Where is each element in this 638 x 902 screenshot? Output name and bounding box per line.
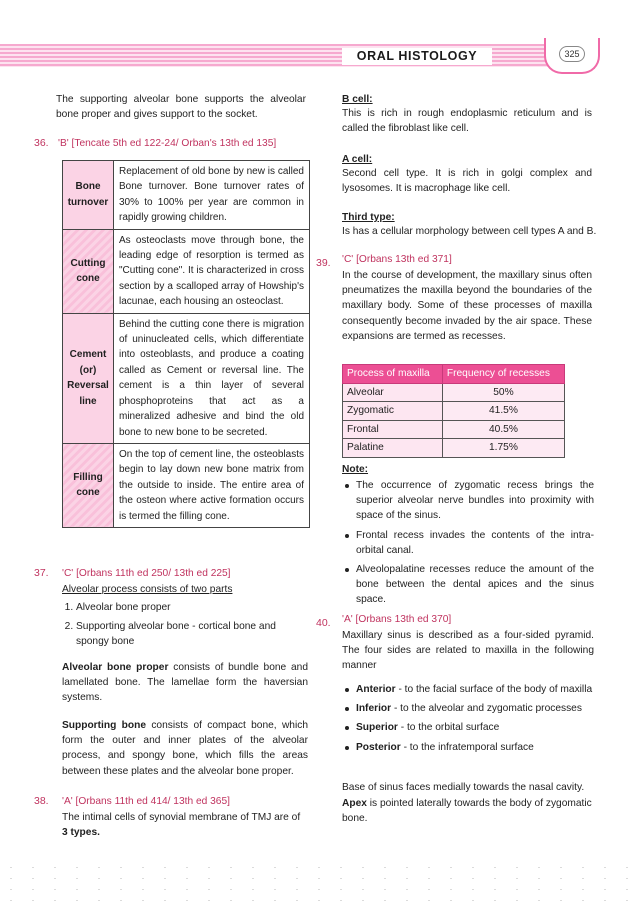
supporting-bone-paragraph: [62, 718, 308, 779]
question-38-number: 38.: [34, 795, 49, 807]
question-38-heading: 'A' [Orbans 11th ed 414/ 13th ed 365]: [62, 796, 230, 807]
paragraph-text: consists of compact bone, which form the outer and inner plates of the alveolar process, and spongy bone, which fills the areas between these plates and the alveolar bone proper.: [62, 720, 308, 777]
b-cell-text: This is rich in rough endoplasmic reticulum and is called the fibroblast like cell.: [342, 108, 592, 135]
bold-term: Inferior: [356, 703, 392, 715]
question-40-number: 40.: [316, 617, 331, 629]
paragraph-text: The intimal cells of synovial membrane of TMJ are of: [62, 812, 301, 823]
table-row: [343, 420, 565, 439]
table-cell: 1.75%: [442, 439, 564, 458]
table-row: [63, 161, 310, 230]
desc-cell: [114, 313, 310, 443]
question-39-text: In the course of development, the maxillary sinus often pneumatizes the maxilla beyond the boundaries of the maxillary body. Some of these processes of maxilla consequently become invaded by the air space. These expansions are termed as recesses.: [342, 270, 592, 342]
bold-term: Superior: [356, 722, 398, 734]
table-cell: 40.5%: [442, 420, 564, 439]
list-text: - to the orbital surface: [397, 722, 500, 734]
note-list: [342, 478, 594, 612]
third-type-heading: Third type:: [342, 212, 395, 223]
bold-term: Posterior: [356, 741, 401, 753]
list-item: [342, 701, 596, 716]
bold-term: Supporting bone: [62, 720, 146, 731]
table-cell: 41.5%: [442, 402, 564, 421]
table-cell: Zygomatic: [343, 402, 443, 421]
paragraph-text: is pointed laterally towards the body of zygomatic bone.: [342, 798, 592, 825]
table-row: [63, 229, 310, 313]
list-item: 2. Supporting alveolar bone - cortical bone and spongy bone: [76, 619, 308, 649]
bold-term: Alveolar bone proper: [62, 662, 169, 673]
question-37-subheading: Alveolar process consists of two parts: [62, 584, 233, 595]
desc-cell: [114, 229, 310, 313]
bold-term: Anterior: [356, 684, 396, 695]
page-number: 325: [559, 46, 584, 62]
question-40-heading: 'A' [Orbans 13th ed 370]: [342, 614, 452, 625]
page-title: ORAL HISTOLOGY: [342, 48, 492, 65]
term-cell: Bone turnover: [63, 161, 114, 230]
question-37-heading: 'C' [Orbans 11th ed 250/ 13th ed 225]: [62, 568, 231, 579]
table-cell: 50%: [442, 383, 564, 402]
list-item: Alveolopalatine recesses reduce the amount of the bone between the dental apices and the sinus space.: [342, 562, 594, 608]
list-text: - to the infratemporal surface: [400, 741, 534, 753]
desc-text: On the top of cement line, the osteoblasts begin to lay down new bone matrix from the outside to inside. The entire area of the osteon where active formation occurs is termed the filling cone.: [119, 448, 304, 522]
question-38-text: [62, 810, 308, 840]
table-row: [343, 439, 565, 458]
term-cell: Filling cone: [63, 443, 114, 527]
paragraph-text: consists of bundle bone and lamellated bone. The lamellae form the haversian systems.: [62, 662, 309, 704]
question-40-text: Maxillary sinus is described as a four-sided pyramid. The four sides are related to maxilla in the following manner: [342, 630, 594, 672]
list-item: The occurrence of zygomatic recess brings the superior alveolar nerve bundles into proximity with space of the sinus.: [342, 478, 594, 524]
table-cell: Alveolar: [343, 383, 443, 402]
list-item: 1. Alveolar bone proper: [76, 600, 308, 615]
bold-term: 3 types.: [62, 827, 100, 839]
table-cell: Frontal: [343, 420, 443, 439]
list-item: Frontal recess invades the contents of the intra-orbital canal.: [342, 528, 594, 558]
sinus-sides-list: [342, 682, 596, 759]
intro-paragraph: The supporting alveolar bone supports the alveolar bone proper and gives support to the socket.: [56, 94, 306, 121]
question-36-heading: 'B' [Tencate 5th ed 122-24/ Orban's 13th ed 135]: [58, 138, 277, 149]
table-header-row: [343, 365, 565, 384]
sinus-base-text: Base of sinus faces medially towards the nasal cavity.: [342, 782, 585, 793]
a-cell-text: Second cell type. It is rich in golgi complex and lysosomes. It is macrophage like cell.: [342, 168, 592, 195]
table-row: [343, 402, 565, 421]
alveolar-parts-list: [62, 600, 308, 654]
desc-text: Behind the cutting cone there is migration of uninucleated cells, which differentiate into osteoblasts, and produce a coating called as Cement or reversal line. The cement is a thin layer of several phosphoproteins that act as a mineralized adhesive and bind the old bone to new bone to be secreted.: [119, 318, 304, 438]
desc-text: As osteoclasts move through bone, the leading edge of resorption is termed as "Cutting cone". It is characterized in cross section by a scalloped array of Howship's lacunae, each housing an osteoclast.: [119, 234, 304, 308]
third-type-text: Is has a cellular morphology between cell types A and B.: [342, 226, 597, 237]
table-row: [343, 383, 565, 402]
a-cell-heading: A cell:: [342, 154, 373, 165]
list-text: - to the facial surface of the body of maxilla: [395, 684, 593, 695]
table-row: [63, 443, 310, 527]
table-cell: Palatine: [343, 439, 443, 458]
list-item: [342, 682, 596, 697]
b-cell-heading: B cell:: [342, 94, 373, 105]
list-item: [342, 740, 596, 755]
desc-cell: [114, 161, 310, 230]
desc-text: Replacement of old bone by new is called Bone turnover. Bone turnover rates of 30% to 100% per year are common in rapidly growing children.: [119, 166, 304, 224]
sinus-apex-text: [342, 796, 596, 826]
question-39-heading: 'C' [Orbans 13th ed 371]: [342, 254, 452, 265]
question-37-number: 37.: [34, 567, 49, 579]
list-text: - to the alveolar and zygomatic processes: [391, 703, 582, 715]
column-header: Frequency of recesses: [442, 365, 564, 384]
bold-term: Apex: [342, 798, 367, 809]
term-cell: Cutting cone: [63, 229, 114, 313]
page-number-tab: [544, 38, 600, 74]
column-header: Process of maxilla: [343, 365, 443, 384]
alveolar-bone-proper-paragraph: [62, 660, 308, 706]
table-row: [63, 313, 310, 443]
note-heading: Note:: [342, 464, 369, 475]
question-36-number: 36.: [34, 137, 49, 149]
bone-turnover-table: [62, 160, 310, 528]
question-39-number: 39.: [316, 257, 331, 269]
list-item: [342, 720, 596, 735]
desc-cell: [114, 443, 310, 527]
maxilla-recess-table: [342, 364, 565, 458]
scan-speckle-decoration: [0, 862, 638, 902]
term-cell: Cement (or) Reversal line: [63, 313, 114, 443]
